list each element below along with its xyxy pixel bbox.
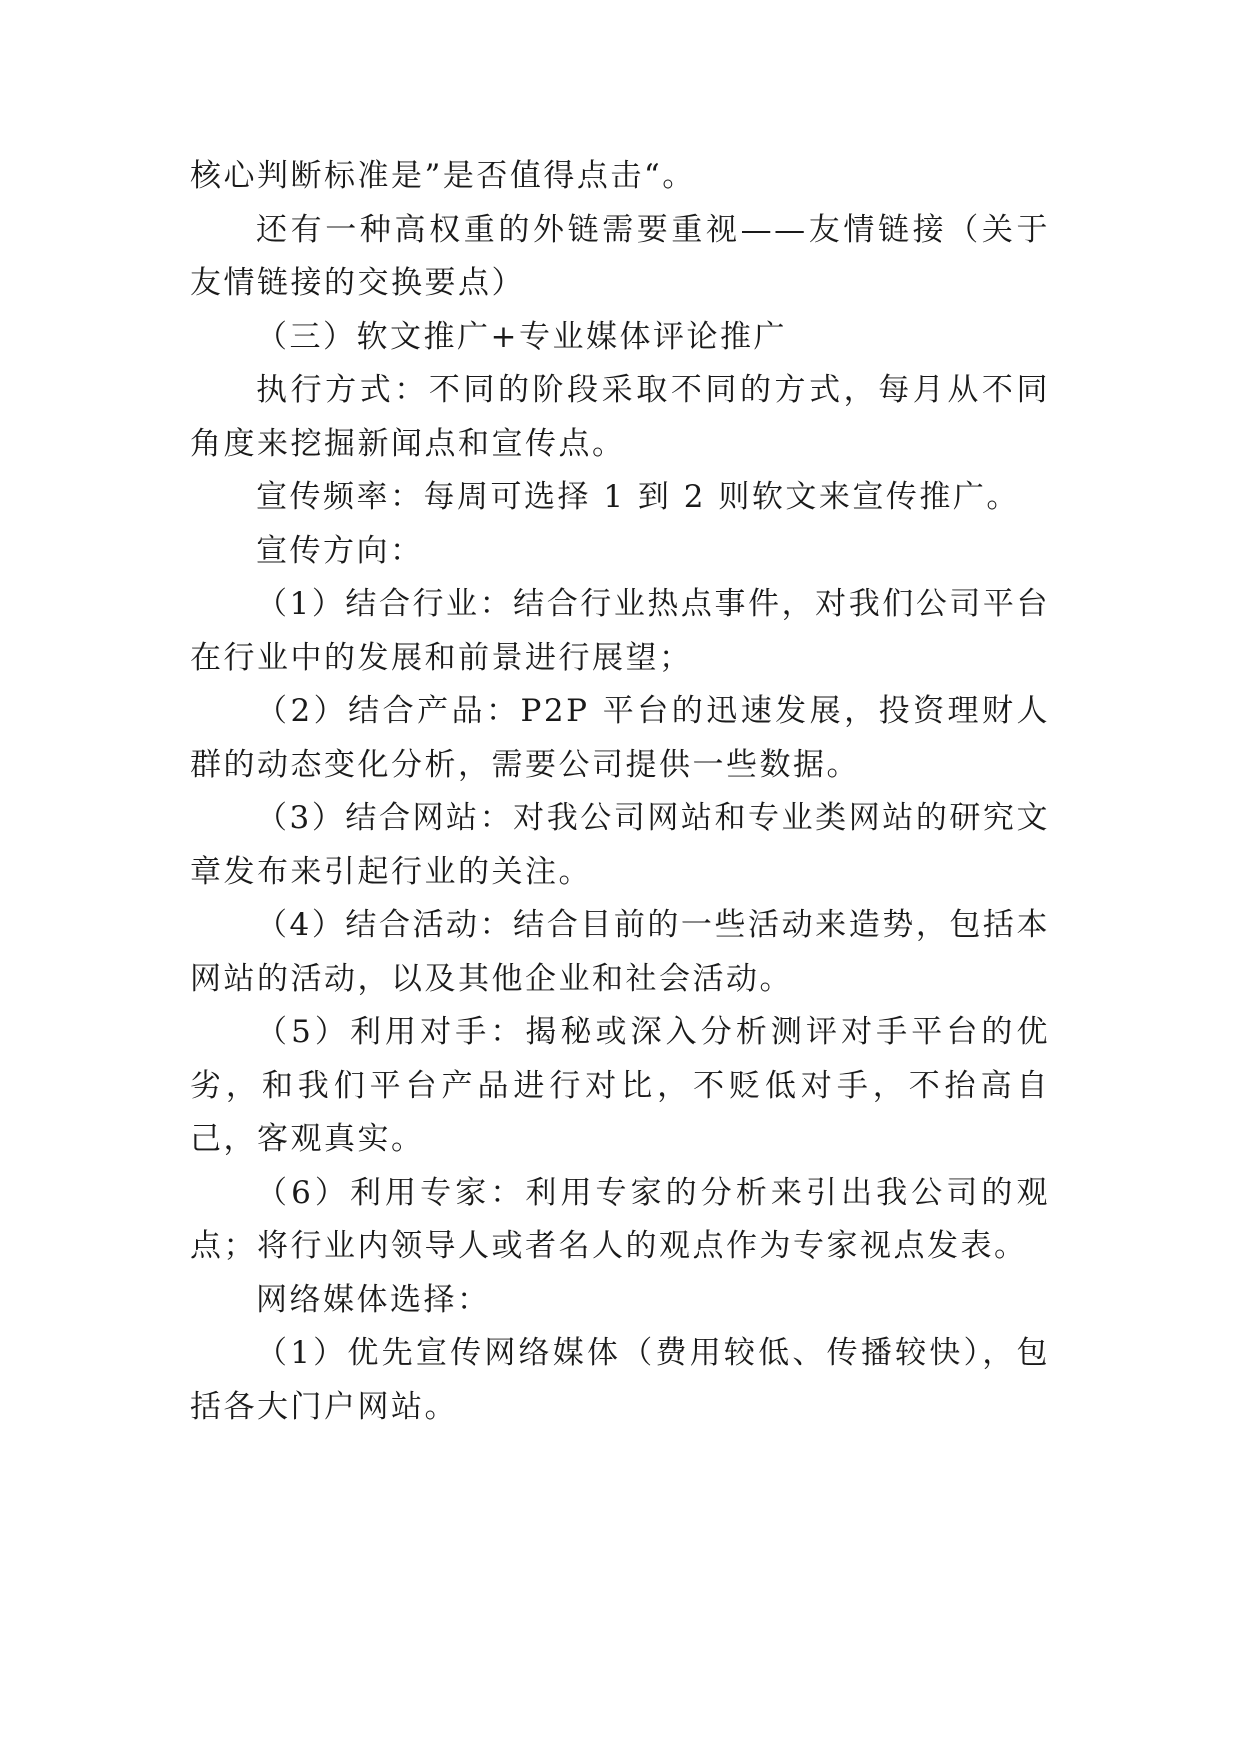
paragraph-friend-links: 还有一种高权重的外链需要重视——友情链接（关于友情链接的交换要点） [190, 211, 1050, 301]
paragraph-media-selection-label: 网络媒体选择： [256, 1281, 491, 1318]
document-body [190, 150, 1050, 1434]
paragraph-execution-method: 执行方式：不同的阶段采取不同的方式，每月从不同角度来挖掘新闻点和宣传点。 [190, 372, 1050, 462]
paragraph-promotion-direction-label: 宣传方向： [256, 532, 424, 569]
section-heading-soft-article-promotion: （三）软文推广+专业媒体评论推广 [256, 318, 787, 355]
list-item-competitors: （5）利用对手：揭秘或深入分析测评对手平台的优劣，和我们平台产品进行对比，不贬低对手，不抬高自己，客观真实。 [190, 1014, 1050, 1157]
list-item-industry: （1）结合行业：结合行业热点事件，对我们公司平台在行业中的发展和前景进行展望； [190, 586, 1050, 676]
paragraph-click-criterion: 核心判断标准是”是否值得点击“。 [190, 158, 696, 194]
list-item-website: （3）结合网站：对我公司网站和专业类网站的研究文章发布来引起行业的关注。 [190, 800, 1050, 890]
list-item-activities: （4）结合活动：结合目前的一些活动来造势，包括本网站的活动，以及其他企业和社会活动。 [190, 907, 1050, 997]
paragraph-promotion-frequency: 宣传频率：每周可选择 1 到 2 则软文来宣传推广。 [256, 479, 1020, 515]
list-item-online-media: （1）优先宣传网络媒体（费用较低、传播较快），包括各大门户网站。 [190, 1335, 1050, 1425]
list-item-experts: （6）利用专家：利用专家的分析来引出我公司的观点；将行业内领导人或者名人的观点作为专家视点发表。 [190, 1174, 1050, 1264]
list-item-product: （2）结合产品：P2P 平台的迅速发展，投资理财人群的动态变化分析，需要公司提供一些数据。 [190, 693, 1050, 783]
